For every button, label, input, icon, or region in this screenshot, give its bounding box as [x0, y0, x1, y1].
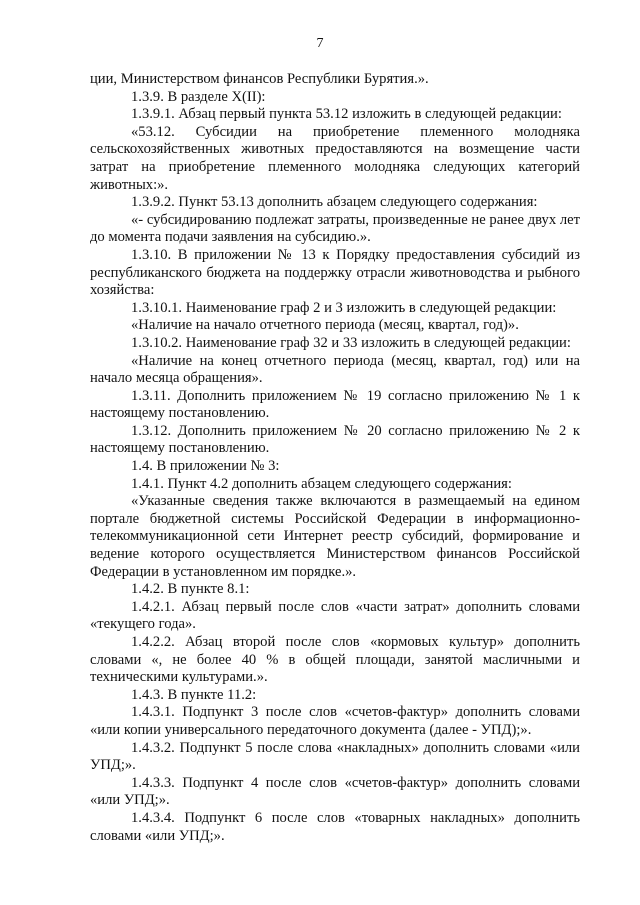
paragraph: 1.3.9. В разделе X(II):	[131, 88, 266, 105]
paragraph: 1.3.9.1. Абзац первый пункта 53.12 изложить в следующей редакции:	[131, 106, 562, 123]
paragraph: 1.3.12. Дополнить приложением № 20 согласно приложению № 2 к настоящему постановлению.	[90, 422, 580, 457]
paragraph: 1.4.1. Пункт 4.2 дополнить абзацем следующего содержания:	[131, 475, 512, 492]
paragraph: ции, Министерством финансов Республики Бурятия.».	[90, 71, 429, 87]
paragraph: «Наличие на начало отчетного периода (месяц, квартал, год)».	[131, 317, 519, 334]
paragraph: 1.4.3.3. Подпункт 4 после слов «счетов-фактур» дополнить словами «или УПД;».	[90, 774, 580, 809]
paragraph: 1.4.3.2. Подпункт 5 после слова «накладных» дополнить словами «или УПД;».	[90, 739, 580, 774]
paragraph: 1.3.11. Дополнить приложением № 19 согласно приложению № 1 к настоящему постановлению.	[90, 387, 580, 422]
paragraph: «53.12. Субсидии на приобретение племенного молодняка сельскохозяйственных животных предоставляются на возмещение части затрат на приобретение племенного молодняка следующих категорий животных:».	[90, 123, 580, 193]
paragraph: «- субсидированию подлежат затраты, произведенные не ранее двух лет до момента подачи заявления на субсидию.».	[90, 211, 580, 246]
paragraph: «Указанные сведения также включаются в размещаемый на едином портале бюджетной системы Российской Федерации в информационно-телекоммуникационной сети Интернет реестр субсидий, формирование и ведение которого осуществляется Министерством финансов Российской Федерации в установленном им порядке.».	[90, 493, 580, 580]
paragraph: 1.3.10.2. Наименование граф 32 и 33 изложить в следующей редакции:	[131, 334, 571, 351]
paragraph: 1.4.3.4. Подпункт 6 после слов «товарных накладных» дополнить словами «или УПД;».	[90, 809, 580, 844]
paragraph: 1.4.3. В пункте 11.2:	[131, 686, 257, 703]
paragraph: 1.4.2.2. Абзац второй после слов «кормовых культур» дополнить словами «, не более 40 % в общей площади, занятой масличными и техническими культурами.».	[90, 634, 580, 686]
paragraph: 1.4.2. В пункте 8.1:	[131, 581, 250, 598]
paragraph: 1.4. В приложении № 3:	[131, 458, 280, 475]
paragraph: 1.4.3.1. Подпункт 3 после слов «счетов-фактур» дополнить словами «или копии универсального передаточного документа (далее - УПД);».	[90, 704, 580, 738]
paragraph: 1.3.10.1. Наименование граф 2 и 3 изложить в следующей редакции:	[131, 299, 557, 316]
paragraph: 1.3.9.2. Пункт 53.13 дополнить абзацем следующего содержания:	[131, 194, 538, 211]
document-body	[90, 71, 580, 845]
paragraph: 1.4.2.1. Абзац первый после слов «части затрат» дополнить словами «текущего года».	[90, 598, 580, 633]
paragraph: 1.3.10. В приложении № 13 к Порядку предоставления субсидий из республиканского бюджета на поддержку отрасли животноводства и рыбного хозяйства:	[90, 246, 580, 299]
paragraph: «Наличие на конец отчетного периода (месяц, квартал, год) или на начало месяца обращения».	[90, 352, 580, 387]
page-number: 7	[316, 36, 324, 51]
